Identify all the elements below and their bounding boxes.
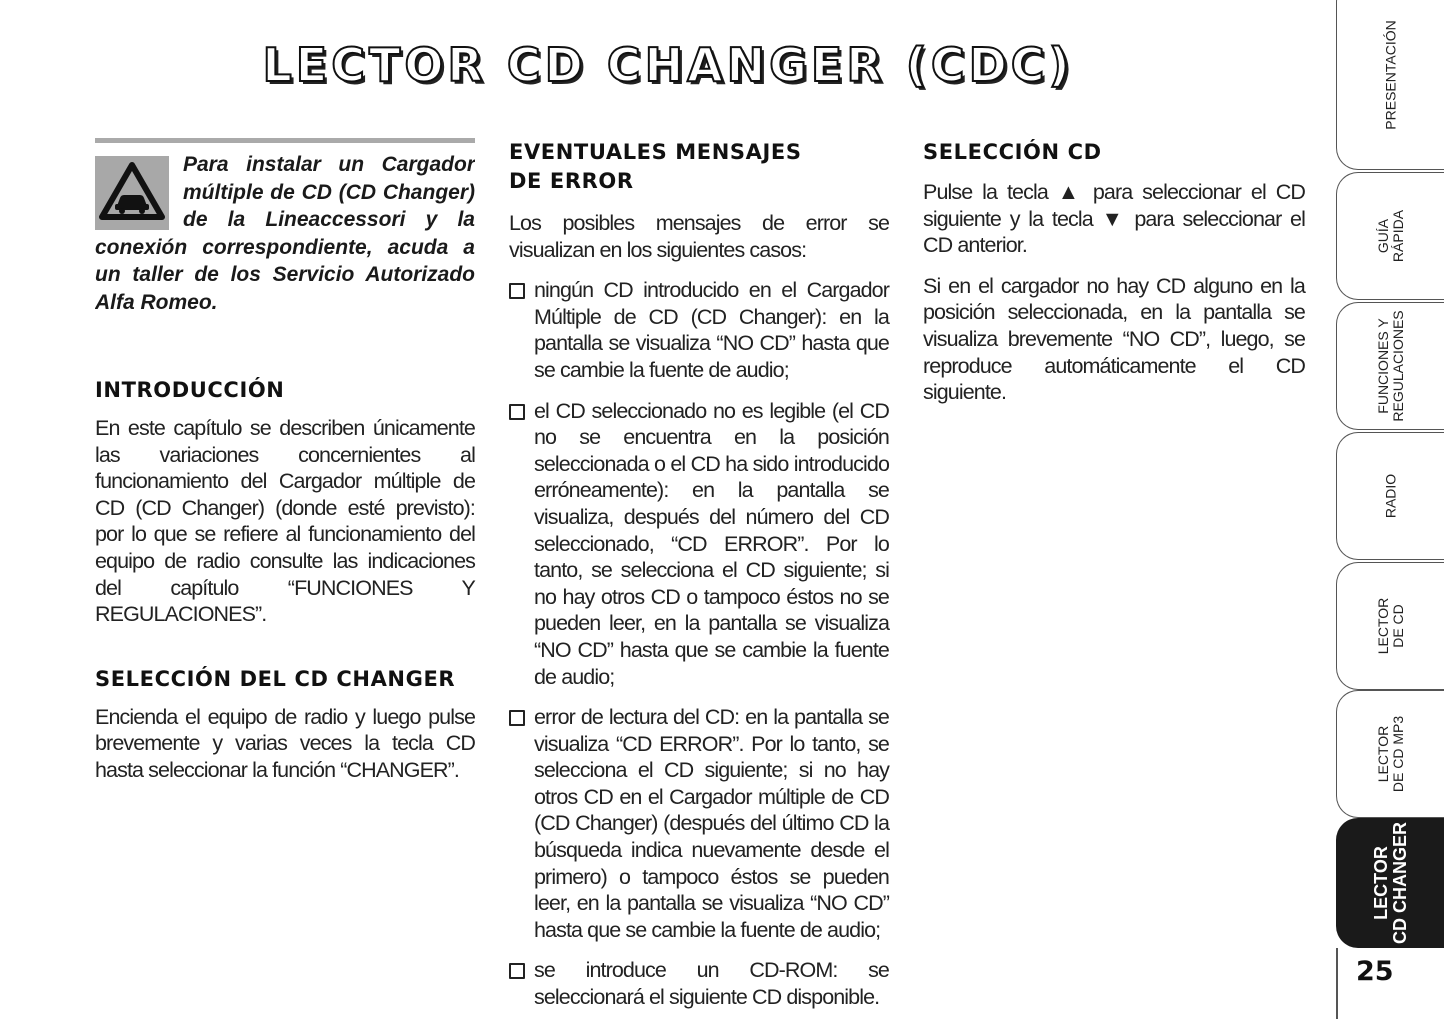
column-middle (509, 138, 889, 1011)
page-number: 25 (1356, 956, 1394, 987)
error-heading-line2: DE ERROR (509, 169, 634, 193)
tab-label: FUNCIONES Y REGULACIONES (1374, 310, 1406, 422)
intro-heading: INTRODUCCIÓN (95, 378, 285, 402)
checkbox-bullet-icon (509, 283, 525, 299)
changer-selection-heading: SELECCIÓN DEL CD CHANGER (95, 666, 456, 691)
list-item (509, 957, 889, 1010)
cd-selection-para2: Si en el cargador no hay CD alguno en la posición seleccionada, en la pantalla se visualiza brevemente “NO CD”, luego, se reproduce automáticamente el CD siguiente. (923, 273, 1305, 405)
warning-box (95, 151, 475, 316)
cd-selection-para1: Pulse la tecla ▲ para seleccionar el CD siguiente y la tecla ▼ para seleccionar el CD anterior. (923, 180, 1305, 258)
checkbox-bullet-icon (509, 963, 525, 979)
car-warning-icon (95, 156, 169, 230)
tab-guia-rapida[interactable] (1336, 172, 1444, 300)
page-title: LECTOR CD CHANGER (CDC) (262, 38, 1074, 92)
list-item (509, 704, 889, 943)
tab-label: LECTOR CD CHANGER (1370, 821, 1410, 945)
list-item (509, 398, 889, 691)
list-item-text: el CD seleccionado no es legible (el CD no se encuentra en la posición seleccionada o el CD ha sido introducido erróneamente): en la pantalla se visualiza, después del número del CD seleccionado, “CD ERROR”. Por lo tanto, se selecciona el CD siguiente; si no hay otros CD o tampoco éstos no se pueden leer, en la pantalla se visualiza “NO CD” hasta que se cambie la fuente de audio; (534, 398, 889, 689)
list-item-text: error de lectura del CD: en la pantalla se visualiza “CD ERROR”. Por lo tanto, se selecciona el CD siguiente; si no hay otros CD en el Cargador múltiple de CD (CD Changer) (después del último CD la búsqueda indica nuevamente desde el primero) o tampoco éstos se pueden leer, en la pantalla se visualiza “NO CD” hasta que se cambie la fuente de audio; (534, 705, 889, 942)
list-item-text: se introduce un CD-ROM: se seleccionará el siguiente CD disponible. (534, 958, 889, 1010)
checkbox-bullet-icon (509, 404, 525, 420)
tab-label: LECTOR DE CD (1374, 597, 1406, 655)
list-item (509, 277, 889, 383)
error-list (509, 277, 889, 1010)
changer-selection-text: Encienda el equipo de radio y luego pulse brevemente y varias veces la tecla CD hasta seleccionar la función “CHANGER”. (95, 704, 475, 782)
list-item-text: ningún CD introducido en el Cargador Múltiple de CD (CD Changer): en la pantalla se visualiza “NO CD” hasta que se cambie la fuente de audio; (534, 278, 889, 382)
column-right (923, 138, 1305, 406)
tab-label: RADIO (1382, 473, 1398, 519)
error-messages-heading (509, 138, 889, 196)
divider (95, 138, 475, 143)
tab-presentacion[interactable] (1336, 0, 1444, 170)
column-left (95, 138, 475, 784)
checkbox-bullet-icon (509, 710, 525, 726)
tab-label: PRESENTACIÓN (1382, 20, 1398, 130)
chapter-tabs (1336, 0, 1445, 1019)
error-heading-line1: EVENTUALES MENSAJES (509, 140, 802, 164)
tab-funciones[interactable] (1336, 302, 1444, 430)
divider (1336, 948, 1338, 1019)
tab-label: GUÍA RÁPIDA (1374, 209, 1406, 263)
warning-text: Para instalar un Cargador múltiple de CD (CD Changer) de la Lineaccessori y la conexión correspondiente, acuda a un taller de los Servicio Autorizado Alfa Romeo. (95, 153, 475, 314)
intro-text: En este capítulo se describen únicamente las variaciones concernientes al funcionamiento del Cargador múltiple de CD (CD Changer) (donde esté previsto): por lo que se refiere al funcionamiento del equipo de radio consulte las indicaciones del capítulo “FUNCIONES Y REGULACIONES”. (95, 416, 475, 627)
tab-label: LECTOR DE CD MP3 (1374, 715, 1406, 793)
tab-lector-cd[interactable] (1336, 562, 1444, 690)
error-intro: Los posibles mensajes de error se visualizan en los siguientes casos: (509, 211, 889, 262)
tab-radio[interactable] (1336, 432, 1444, 560)
tab-lector-cd-changer[interactable] (1336, 818, 1444, 948)
cd-selection-heading: SELECCIÓN CD (923, 140, 1102, 164)
tab-lector-cd-mp3[interactable] (1336, 690, 1444, 818)
